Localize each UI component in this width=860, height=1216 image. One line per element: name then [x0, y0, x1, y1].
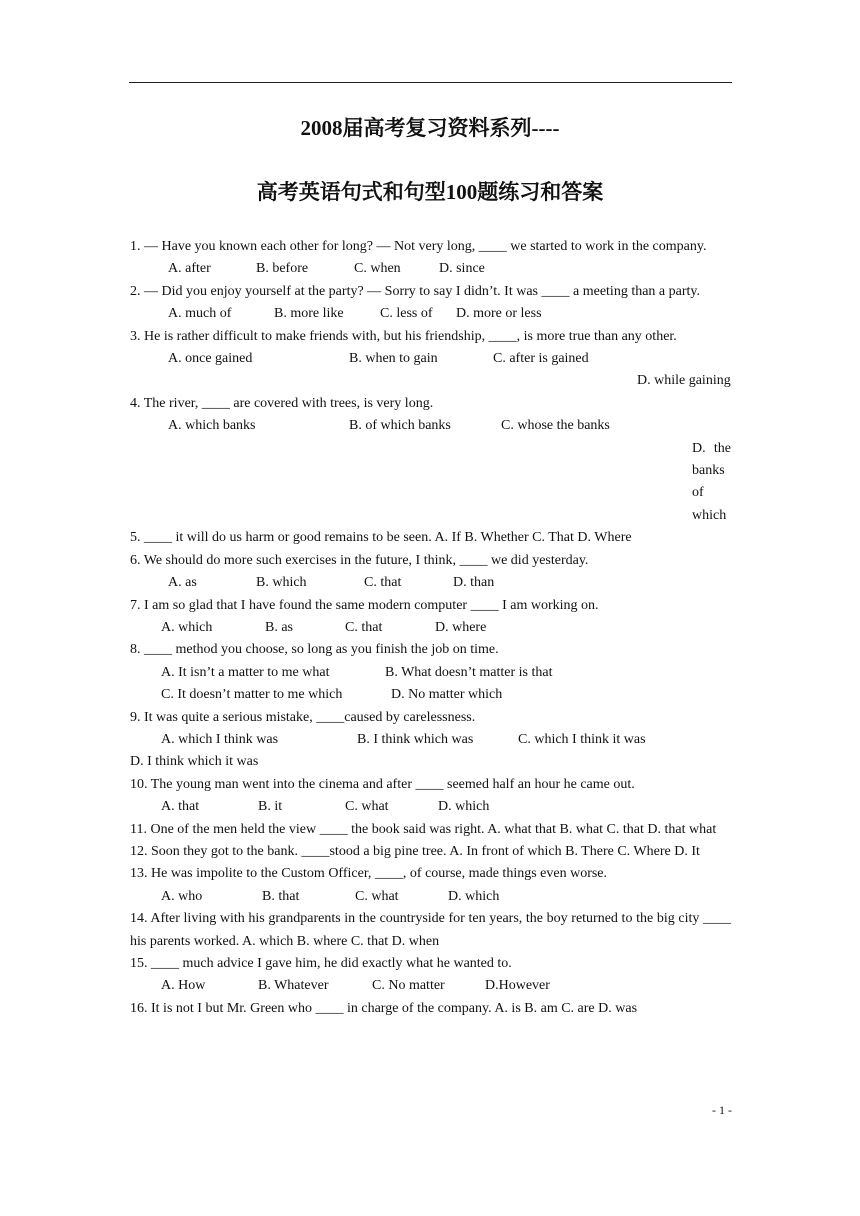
question-3: 3. He is rather difficult to make friends with, but his friendship, ____, is more true than any other. [130, 328, 677, 344]
option: C. when [354, 261, 401, 277]
question-9: 9. It was quite a serious mistake, ____caused by carelessness. [130, 709, 476, 725]
option: C. It doesn’t matter to me which [161, 687, 343, 703]
question-2-options [130, 303, 731, 325]
question-8: 8. ____ method you choose, so long as you finish the job on time. [130, 642, 499, 658]
question-7-options [130, 617, 731, 639]
option: A. once gained [168, 351, 253, 367]
question-6: 6. We should do more such exercises in the future, I think, ____ we did yesterday. [130, 552, 589, 568]
question-15: 15. ____ much advice I gave him, he did exactly what he wanted to. [130, 956, 512, 971]
question-7: 7. I am so glad that I have found the same modern computer ____ I am working on. [130, 597, 599, 613]
option: A. which banks [168, 418, 256, 434]
option: A. How [161, 978, 206, 994]
option: D. where [435, 619, 487, 635]
question-14: 14. After living with his grandparents in the countryside for ten years, the boy returned to the big city ____ his parents worked. A. which B. where C. that D. when [130, 911, 731, 949]
question-4-options-wrap: D. the banks of which [692, 440, 731, 523]
option: B. before [256, 261, 309, 277]
option: A. as [168, 575, 197, 591]
page-number: - 1 - [712, 1103, 732, 1117]
question-15-options [130, 975, 731, 997]
option: C. whose the banks [501, 418, 610, 434]
option: C. what [355, 888, 399, 904]
question-16: 16. It is not I but Mr. Green who ____ in charge of the company. A. is B. am C. are D. was [130, 1000, 638, 1016]
question-11: 11. One of the men held the view ____ the book said was right. A. what that B. what C. that D. that what [130, 821, 717, 837]
question-12: 12. Soon they got to the bank. ____stood a big pine tree. A. In front of which B. There C. Where D. It [130, 843, 700, 859]
option: A. much of [168, 306, 232, 322]
option: C. that [364, 575, 402, 591]
question-2: 2. — Did you enjoy yourself at the party? — Sorry to say I didn’t. It was ____ a meeting than a party. [130, 283, 700, 299]
question-6-options [130, 572, 731, 594]
question-10: 10. The young man went into the cinema and after ____ seemed half an hour he came out. [130, 776, 635, 792]
title-line-1: 2008届高考复习资料系列---- [300, 116, 560, 140]
question-4: 4. The river, ____ are covered with trees, is very long. [130, 395, 434, 411]
option: D. since [439, 261, 485, 277]
question-9-options [130, 729, 731, 751]
option: A. that [161, 799, 200, 815]
question-9-options-wrap: D. I think which it was [130, 754, 259, 770]
option: D. than [453, 575, 495, 591]
option: D.However [485, 978, 550, 994]
option: A. which [161, 619, 213, 635]
option: D. which [448, 888, 500, 904]
option: A. after [168, 261, 211, 277]
question-13: 13. He was impolite to the Custom Officer, ____, of course, made things even worse. [130, 866, 608, 882]
option: D. more or less [456, 306, 542, 322]
option: C. what [345, 799, 389, 815]
option: B. I think which was [357, 731, 474, 747]
header-rule [129, 82, 732, 83]
option: B. which [256, 575, 307, 591]
question-3-options [130, 348, 731, 370]
question-1: 1. — Have you known each other for long? — Not very long, ____ we started to work in the company. [130, 239, 707, 254]
option: C. after is gained [493, 351, 589, 367]
option: B. What doesn’t matter is that [385, 664, 553, 680]
option: C. No matter [372, 978, 445, 994]
question-8-options-2 [130, 684, 731, 706]
question-8-options-1 [130, 662, 731, 684]
question-4-options [130, 415, 731, 437]
option: C. that [345, 619, 383, 635]
option: B. Whatever [258, 978, 329, 994]
option: C. which I think it was [518, 731, 646, 747]
option: A. who [161, 888, 203, 904]
option: B. more like [274, 306, 344, 322]
question-13-options [130, 886, 731, 908]
option: C. less of [380, 306, 433, 322]
option: D. No matter which [391, 687, 503, 703]
option: B. when to gain [349, 351, 438, 367]
question-5: 5. ____ it will do us harm or good remains to be seen. A. If B. Whether C. That D. Where [130, 530, 632, 546]
option: B. as [265, 619, 293, 635]
question-list [130, 236, 731, 1020]
question-1-options [130, 258, 731, 280]
title-line-2: 高考英语句式和句型100题练习和答案 [256, 180, 604, 204]
option: D. which [438, 799, 490, 815]
option: A. It isn’t a matter to me what [161, 664, 330, 680]
option: A. which I think was [161, 731, 279, 747]
question-3-options-wrap: D. while gaining [637, 373, 731, 389]
option: B. that [262, 888, 300, 904]
question-10-options [130, 796, 731, 818]
option: B. of which banks [349, 418, 451, 434]
option: B. it [258, 799, 283, 815]
